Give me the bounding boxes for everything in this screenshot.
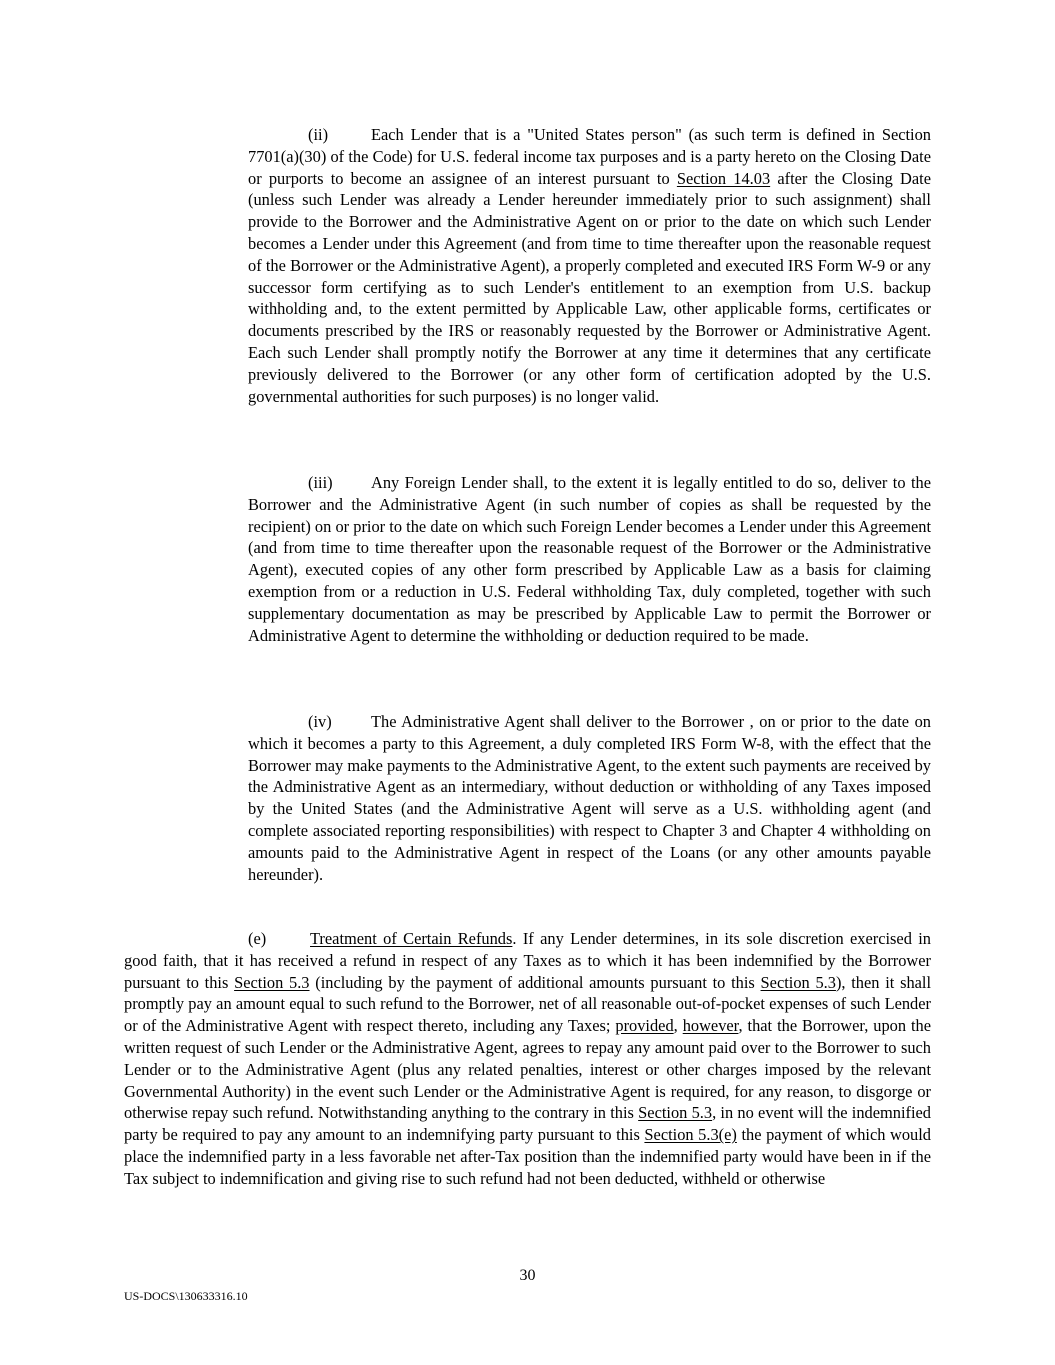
section-reference-link[interactable]: Section 5.3 (234, 972, 310, 992)
paragraph-text: the payment of which would place the indemnified party in a less favorable net after-Tax position than the indemnified party would have been in if the Tax subject to indemnification and giving rise to such refund had not been deducted, withheld or otherwise (124, 1125, 931, 1188)
paragraph-text: The Administrative Agent shall deliver to the Borrower , on or prior to the date on which it becomes a party to this Agreement, a duly completed IRS Form W-8, with the effect that the Borrower may make payments to the Administrative Agent, to the extent such payments are received by the Administrative Agent as an intermediary, without deduction or withholding of any Taxes imposed by the United States (and the Administrative Agent will serve as a U.S. withholding agent (and complete associated reporting responsibilities) with respect to Chapter 3 and Chapter 4 withholding on amounts paid to the Administrative Agent in respect of the Loans (or any other amounts payable hereunder). (248, 712, 931, 884)
paragraph-text: , that the Borrower, upon the written request of such Lender or the Administrative Agent, agrees to repay any amount paid over to the Borrower to such Lender or to the Administrative Agent (plus any related penalties, interest or other charges imposed by the relevant Governmental Authority) in the event such Lender or the Administrative Agent is required, for any reason, to disgorge or otherwise repay such refund. Notwithstanding anything to the contrary in this (124, 1016, 932, 1123)
paragraph-text: ), then it shall promptly pay an amount equal to such refund to the Borrower, net of all reasonable out-of-pocket expenses of such Lender or of the Administrative Agent with respect thereto, including any Taxes; (124, 972, 932, 1036)
section-reference-link[interactable]: Section 5.3 (638, 1103, 713, 1123)
paragraph-ii (248, 124, 931, 407)
paragraph-text: . If any Lender determines, in its sole discretion exercised in good faith, that it has received a refund in respect of any Taxes as to which it has been indemnified by the Borrower pursuant to this (124, 929, 931, 992)
paragraph-number: (iv) (308, 712, 332, 731)
document-id: US-DOCS\130633316.10 (124, 1289, 248, 1303)
paragraph-text: after the Closing Date (unless such Lender was already a Lender hereunder immediately prior to such assignment) shall provide to the Borrower and the Administrative Agent on or prior to the date on which such Lender becomes a Lender under this Agreement (and from time to time thereafter upon the reasonable request of the Borrower or the Administrative Agent), a properly completed and executed IRS Form W-9 or any successor form certifying as to such Lender's entitlement to an exemption from U.S. backup withholding and, to the extent permitted by Applicable Law, other applicable forms, certificates or documents prescribed by the IRS or reasonably requested by the Borrower or Administrative Agent. Each such Lender shall promptly notify the Borrower at any time it determines that any certificate previously delivered to the Borrower (or any other form of certification adopted by the U.S. governmental authorities for such purposes) is no longer valid. (248, 168, 931, 406)
section-heading: Treatment of Certain Refunds (310, 929, 513, 948)
paragraph-number: (iii) (308, 473, 333, 492)
paragraph-text: Any Foreign Lender shall, to the extent it is legally entitled to do so, deliver to the Borrower and the Administrative Agent (in such number of copies as shall be requested by the recipient) on or prior to the date on which such Foreign Lender becomes a Lender under this Agreement (and from time to time thereafter upon the reasonable request of the Borrower or the Administrative Agent), executed copies of any other form prescribed by Applicable Law as a basis for claiming exemption from or a reduction in U.S. Federal withholding Tax, duly completed, together with such supplementary documentation as may be prescribed by Applicable Law to permit the Borrower or Administrative Agent to determine the withholding or deduction required to be made. (248, 473, 931, 645)
paragraph-text: Each Lender that is a "United States person" (as such term is defined in Section 7701(a)(30) of the Code) for U.S. federal income tax purposes and is a party hereto on the Closing Date or purports to become an assignee of an interest pursuant to (248, 125, 931, 188)
page-number: 30 (519, 1267, 536, 1284)
paragraph-text: , (673, 1016, 683, 1036)
section-reference-link[interactable]: Section 5.3(e) (644, 1125, 737, 1145)
paragraph-e (124, 928, 931, 1190)
paragraph-number: (ii) (308, 125, 329, 144)
defined-term-however: however (682, 1016, 739, 1036)
paragraph-iii (248, 472, 931, 646)
paragraph-number: (e) (248, 929, 267, 948)
paragraph-text: (including by the payment of additional amounts pursuant to this (309, 972, 761, 992)
defined-term-provided: provided (615, 1016, 674, 1036)
paragraph-text: , in no event will the indemnified party be required to pay any amount to an indemnifying party pursuant to this (124, 1103, 931, 1145)
section-reference-link[interactable]: Section 14.03 (676, 168, 771, 188)
section-reference-link[interactable]: Section 5.3 (760, 972, 836, 992)
paragraph-iv (248, 711, 931, 885)
